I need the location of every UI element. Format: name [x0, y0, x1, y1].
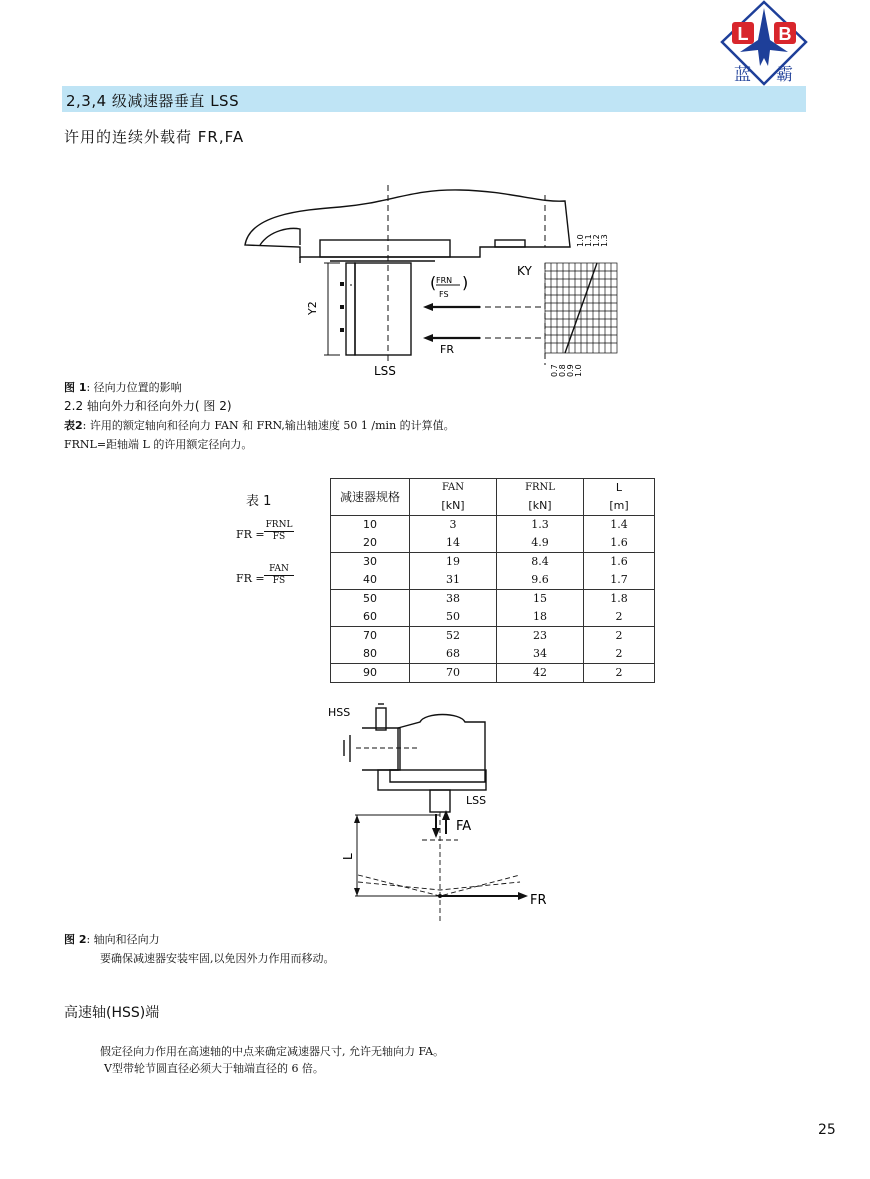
table-row — [331, 571, 655, 590]
company-logo — [718, 0, 810, 88]
cell-frnl: 8.4 — [497, 553, 584, 572]
cell-l: 1.8 — [584, 590, 655, 609]
figure-1-diagram — [240, 185, 630, 380]
note-table-2-label: 表2 — [64, 419, 83, 432]
ky-bottom-tick-2: 0.8 — [558, 364, 567, 377]
frn-label: FRN — [436, 276, 453, 285]
table-row — [331, 645, 655, 664]
cell-fan: 50 — [410, 608, 497, 627]
svg-text:): ) — [462, 273, 469, 292]
ky-bottom-tick-1: 0.7 — [550, 364, 559, 377]
logo-letter-b: B — [778, 24, 792, 44]
svg-text:(: ( — [430, 273, 437, 292]
formula-1-denominator: FS — [264, 531, 294, 542]
formula-2-lhs: FR = — [236, 572, 265, 585]
cell-l: 1.6 — [584, 553, 655, 572]
cell-size: 20 — [331, 534, 410, 553]
hss-heading: 高速轴(HSS)端 — [64, 1005, 160, 1021]
formula-2-denominator: FS — [264, 575, 294, 586]
ky-top-tick-4: 1.3 — [600, 234, 609, 247]
cell-frnl: 15 — [497, 590, 584, 609]
table-row — [331, 534, 655, 553]
figure-2-diagram — [300, 700, 560, 925]
cell-fan: 31 — [410, 571, 497, 590]
note-frnl: FRNL=距轴端 L 的许用额定径向力。 — [64, 438, 253, 451]
section-title: 2,3,4 级减速器垂直 LSS — [66, 92, 240, 110]
logo-text-left: 蓝 — [734, 65, 751, 85]
formula-2-numerator: FAN — [269, 564, 289, 574]
cell-l: 1.7 — [584, 571, 655, 590]
cell-frnl: 4.9 — [497, 534, 584, 553]
note-table-2-text: : 许用的额定轴向和径向力 FAN 和 FRN,输出轴速度 50 1 /min 的计算值。 — [82, 419, 455, 432]
table-label: 表 1 — [246, 494, 272, 509]
ky-bottom-tick-3: 0.9 — [566, 364, 575, 377]
cell-size: 90 — [331, 664, 410, 683]
y2-label: Y2 — [306, 301, 319, 315]
caption-figure-1-text: : 径向力位置的影响 — [86, 381, 182, 394]
table-header-row — [331, 479, 655, 498]
cell-frnl: 9.6 — [497, 571, 584, 590]
cell-l: 2 — [584, 645, 655, 664]
cell-fan: 19 — [410, 553, 497, 572]
unit-fan: [kN] — [410, 497, 497, 516]
cell-l: 1.6 — [584, 534, 655, 553]
subsection-2-2: 2.2 轴向外力和径向外力( 图 2) — [64, 399, 232, 413]
cell-fan: 70 — [410, 664, 497, 683]
lss-label: LSS — [374, 364, 396, 378]
fig2-fr-label: FR — [530, 893, 547, 908]
formula-1-lhs: FR = — [236, 528, 265, 541]
caption-figure-1-label: 图 1 — [64, 381, 87, 394]
hss-paragraph-1: 假定径向力作用在高速轴的中点来确定减速器尺寸, 允许无轴向力 FA。 — [100, 1045, 445, 1058]
ky-label: KY — [517, 264, 532, 278]
caption-figure-1 — [64, 379, 182, 395]
header-frnl: FRNL — [497, 479, 584, 498]
header-l: L — [584, 479, 655, 498]
fa-label: FA — [456, 819, 472, 834]
cell-frnl: 23 — [497, 627, 584, 646]
cell-frnl: 1.3 — [497, 516, 584, 535]
cell-size: 30 — [331, 553, 410, 572]
cell-l: 2 — [584, 664, 655, 683]
table-row — [331, 590, 655, 609]
hss-paragraph-2: V型带轮节圆直径必须大于轴端直径的 6 倍。 — [104, 1062, 324, 1075]
unit-l: [m] — [584, 497, 655, 516]
caption-figure-2-note: 要确保减速器安装牢固,以免因外力作用而移动。 — [100, 952, 335, 965]
cell-l: 2 — [584, 608, 655, 627]
fr-label: FR — [440, 343, 454, 356]
table-row — [331, 664, 655, 683]
cell-fan: 38 — [410, 590, 497, 609]
formula-1-numerator: FRNL — [265, 520, 293, 530]
l-dimension-label: L — [341, 853, 355, 860]
fig2-lss-label: LSS — [466, 794, 487, 807]
formula-2-fraction — [264, 564, 294, 586]
caption-figure-2-label: 图 2 — [64, 933, 87, 946]
cell-size: 70 — [331, 627, 410, 646]
header-fan: FAN — [410, 479, 497, 498]
note-table-2 — [64, 417, 455, 433]
unit-frnl: [kN] — [497, 497, 584, 516]
subheading-loads: 许用的连续外载荷 FR,FA — [64, 128, 245, 146]
fs-label: FS — [439, 290, 449, 299]
cell-frnl: 18 — [497, 608, 584, 627]
caption-figure-2 — [64, 931, 160, 947]
hss-label: HSS — [328, 706, 351, 719]
ky-top-tick-2: 1.1 — [584, 234, 593, 247]
cell-fan: 3 — [410, 516, 497, 535]
cell-size: 40 — [331, 571, 410, 590]
cell-l: 2 — [584, 627, 655, 646]
header-size: 减速器规格 — [331, 479, 410, 516]
ky-bottom-tick-4: 1.0 — [574, 364, 583, 377]
table-row — [331, 627, 655, 646]
logo-letter-l: L — [737, 24, 749, 44]
cell-fan: 52 — [410, 627, 497, 646]
cell-size: 50 — [331, 590, 410, 609]
cell-fan: 68 — [410, 645, 497, 664]
cell-l: 1.4 — [584, 516, 655, 535]
ky-top-tick-3: 1.2 — [592, 234, 601, 247]
cell-frnl: 34 — [497, 645, 584, 664]
caption-figure-2-text: : 轴向和径向力 — [86, 933, 160, 946]
table-row — [331, 608, 655, 627]
formula-1-fraction — [264, 520, 294, 542]
cell-size: 60 — [331, 608, 410, 627]
page-number: 25 — [818, 1122, 836, 1138]
cell-fan: 14 — [410, 534, 497, 553]
table-row — [331, 553, 655, 572]
cell-frnl: 42 — [497, 664, 584, 683]
ky-top-tick-1: 1.0 — [576, 234, 585, 247]
logo-text-right: 霸 — [776, 65, 793, 85]
load-table — [330, 478, 655, 683]
table-row — [331, 516, 655, 535]
cell-size: 80 — [331, 645, 410, 664]
cell-size: 10 — [331, 516, 410, 535]
